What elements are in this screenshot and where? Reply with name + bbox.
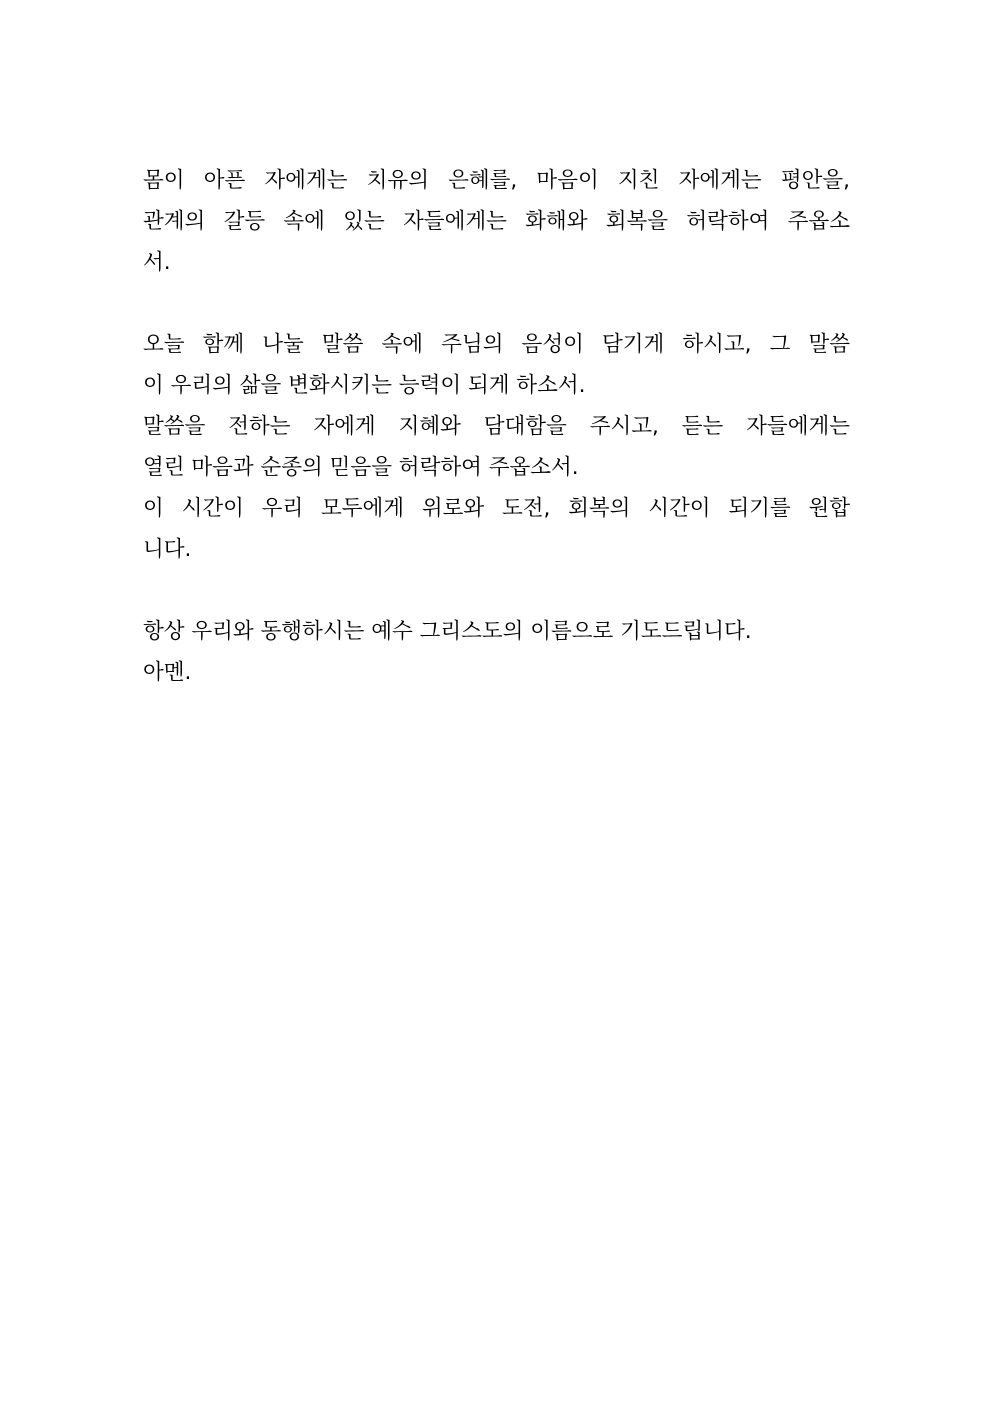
paragraph-word-petition (143, 324, 850, 570)
text-line: 이 우리의 삶을 변화시키는 능력이 되게 하소서. (143, 373, 586, 398)
amen-line: 아멘. (143, 660, 192, 685)
paragraph-healing-petition (143, 160, 850, 283)
text-line: 말씀을 전하는 자에게 지혜와 담대함을 주시고, 듣는 자들에게는 (143, 414, 850, 439)
document-body (143, 160, 850, 693)
text-line: 이 시간이 우리 모두에게 위로와 도전, 회복의 시간이 되기를 원합 (143, 496, 850, 521)
text-line: 오늘 함께 나눌 말씀 속에 주님의 음성이 담기게 하시고, 그 말씀 (143, 332, 850, 357)
text-line: 서. (143, 250, 171, 275)
text-line: 관계의 갈등 속에 있는 자들에게는 화해와 회복을 허락하여 주옵소 (143, 209, 850, 234)
paragraph-spacer (143, 283, 850, 324)
text-line: 니다. (143, 537, 192, 562)
paragraph-spacer (143, 570, 850, 611)
text-line: 열린 마음과 순종의 믿음을 허락하여 주옵소서. (143, 455, 579, 480)
paragraph-closing-prayer (143, 611, 850, 693)
text-line: 항상 우리와 동행하시는 예수 그리스도의 이름으로 기도드립니다. (143, 619, 752, 644)
text-line: 몸이 아픈 자에게는 치유의 은혜를, 마음이 지친 자에게는 평안을, (143, 168, 850, 193)
